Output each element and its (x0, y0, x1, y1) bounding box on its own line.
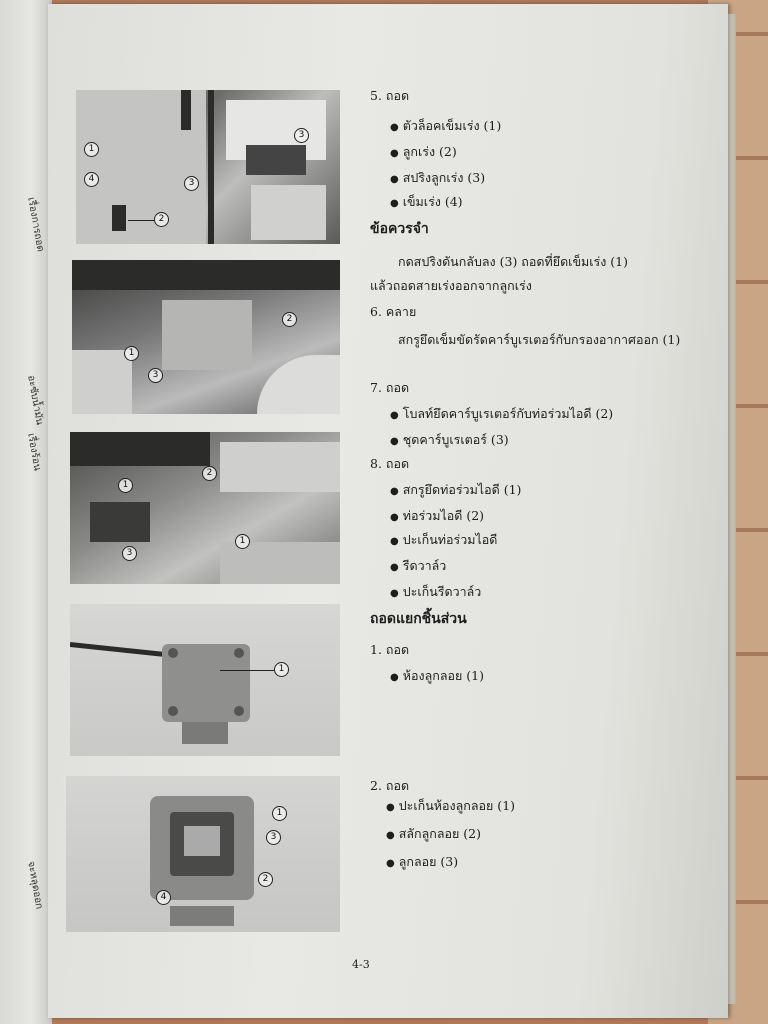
step-6-title: 6. คลาย (370, 304, 417, 319)
left-page-fragment: เรื่องการถอด (25, 196, 46, 253)
callout-4: 4 (84, 172, 99, 187)
step-8-item: ● ท่อร่วมไอดี (2) (390, 506, 484, 526)
photo-throttle-valve (76, 90, 340, 244)
callout-4: 4 (156, 890, 171, 905)
callout-3: 3 (148, 368, 163, 383)
note-line: แล้วถอดสายเร่งออกจากลูกเร่ง (370, 278, 532, 293)
disassembly-step-2-item: ● ปะเก็นห้องลูกลอย (1) (386, 796, 515, 816)
callout-3: 3 (266, 830, 281, 845)
callout-2: 2 (154, 212, 169, 227)
page-number: 4-3 (352, 958, 370, 971)
step-7-title: 7. ถอด (370, 380, 410, 395)
callout-3: 3 (122, 546, 137, 561)
callout-2: 2 (282, 312, 297, 327)
step-5-item: ● ลูกเร่ง (2) (390, 142, 457, 162)
callout-1: 1 (235, 534, 250, 549)
callout-1: 1 (124, 346, 139, 361)
callout-1: 1 (118, 478, 133, 493)
step-5-title: 5. ถอด (370, 88, 410, 103)
disassembly-step-2-item: ● สลักลูกลอย (2) (386, 824, 481, 844)
step-8-item: ● ปะเก็นรีดวาล์ว (390, 582, 481, 602)
step-8-item: ● ปะเก็นท่อร่วมไอดี (390, 530, 497, 550)
callout-1: 1 (274, 662, 289, 677)
step-8-item: ● รีดวาล์ว (390, 556, 446, 576)
step-5-item: ● เข็มเร่ง (4) (390, 192, 463, 212)
note-heading: ข้อควรจำ (370, 221, 429, 237)
step-8-title: 8. ถอด (370, 456, 410, 471)
note-line: กดสปริงดันกลับลง (3) ถอดที่ยึดเข็มเร่ง (1) (398, 254, 629, 269)
disassembly-step-2-item: ● ลูกลอย (3) (386, 852, 458, 872)
left-page-fragment: เรื่องร้อน (25, 432, 43, 472)
photo-float-chamber (70, 604, 340, 756)
callout-1: 1 (272, 806, 287, 821)
step-8-item: ● สกรูยึดท่อร่วมไอดี (1) (390, 480, 521, 500)
callout-2: 2 (258, 872, 273, 887)
callout-1: 1 (84, 142, 99, 157)
callout-3: 3 (294, 128, 309, 143)
step-7-item: ● ชุดคาร์บูเรเตอร์ (3) (390, 430, 509, 450)
photo-float-assembly (66, 776, 340, 932)
photo-carburetor-mounted (72, 260, 340, 414)
left-facing-page (0, 0, 52, 1024)
disassembly-step-1-item: ● ห้องลูกลอย (1) (390, 666, 484, 686)
step-5-item: ● สปริงลูกเร่ง (3) (390, 168, 485, 188)
disassembly-heading: ถอดแยกชิ้นส่วน (370, 611, 467, 627)
step-5-item: ● ตัวล็อคเข็มเร่ง (1) (390, 116, 501, 136)
disassembly-step-1-title: 1. ถอด (370, 642, 410, 657)
step-7-item: ● โบลท์ยึดคาร์บูเรเตอร์กับท่อร่วมไอดี (2) (390, 404, 613, 424)
left-page-fragment: อะซับน้ำมัน (25, 374, 45, 426)
photo-intake-manifold (70, 432, 340, 584)
step-6-line: สกรูยึดเข็มขัดรัดคาร์บูเรเตอร์กับกรองอากาศออก (1) (398, 332, 681, 347)
callout-3: 3 (184, 176, 199, 191)
left-page-fragment: จะหลุดออก (25, 860, 45, 911)
disassembly-step-2-title: 2. ถอด (370, 778, 410, 793)
manual-page (48, 4, 728, 1018)
callout-2: 2 (202, 466, 217, 481)
